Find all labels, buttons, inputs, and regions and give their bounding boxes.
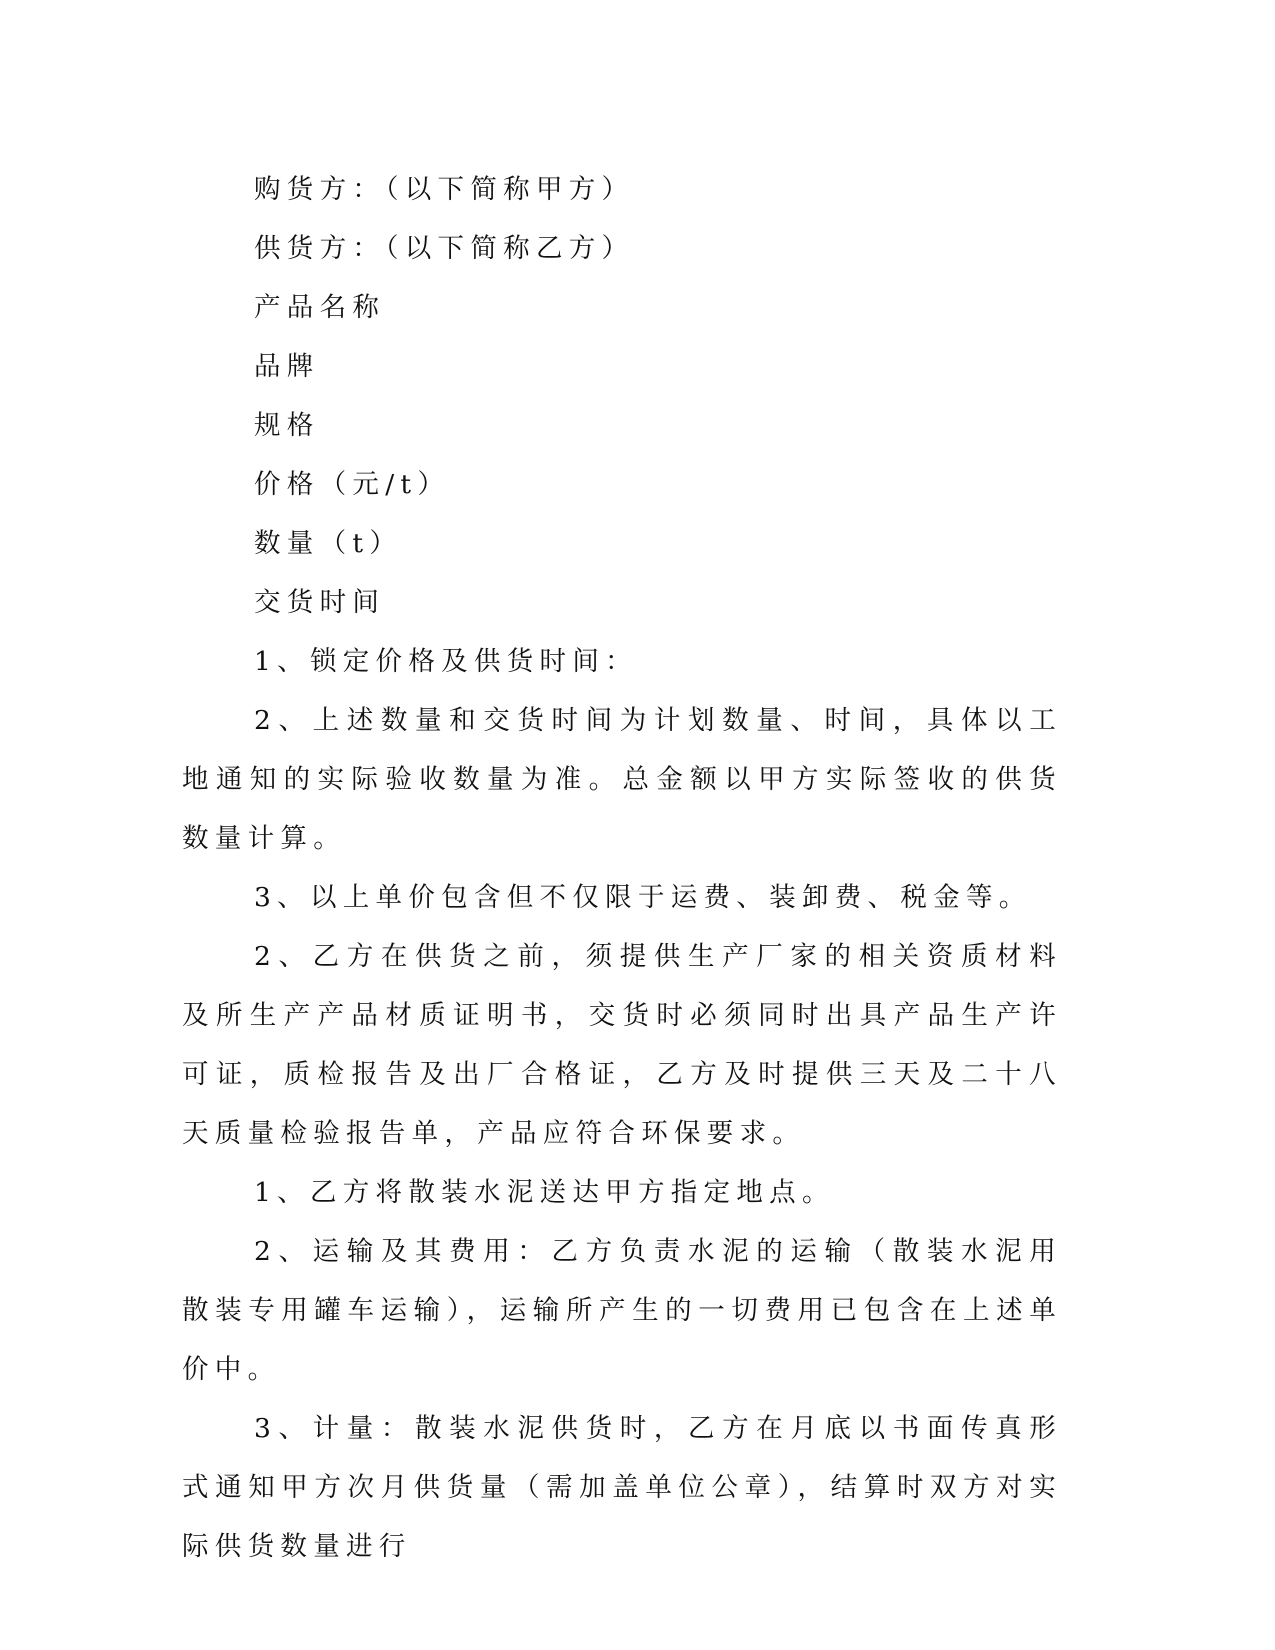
price-line: 价格（元/t） bbox=[254, 469, 451, 500]
clause-unit-price: 3、以上单价包含但不仅限于运费、装卸费、税金等。 bbox=[254, 882, 1032, 913]
clause-lock-price: 1、锁定价格及供货时间： bbox=[254, 646, 638, 677]
product-name-line: 产品名称 bbox=[254, 292, 386, 323]
document-body bbox=[182, 160, 1062, 1576]
supplier-line: 供货方：（以下简称乙方） bbox=[254, 233, 635, 264]
purchaser-line: 购货方：（以下简称甲方） bbox=[254, 174, 635, 205]
clause-transport: 2、运输及其费用：乙方负责水泥的运输（散装水泥用散装专用罐车运输），运输所产生的一切费用已包含在上述单价中。 bbox=[182, 1236, 1062, 1385]
clause-delivery-location: 1、乙方将散装水泥送达甲方指定地点。 bbox=[254, 1177, 835, 1208]
clause-quality-docs: 2、乙方在供货之前，须提供生产厂家的相关资质材料及所生产产品材质证明书，交货时必须同时出具产品生产许可证，质检报告及出厂合格证，乙方及时提供三天及二十八天质量检验报告单，产品应符合环保要求。 bbox=[182, 941, 1062, 1149]
delivery-time-line: 交货时间 bbox=[254, 587, 386, 618]
clause-measurement: 3、计量：散装水泥供货时，乙方在月底以书面传真形式通知甲方次月供货量（需加盖单位公章），结算时双方对实际供货数量进行 bbox=[182, 1413, 1062, 1562]
quantity-line: 数量（t） bbox=[254, 528, 403, 559]
brand-line: 品牌 bbox=[254, 351, 320, 382]
specification-line: 规格 bbox=[254, 410, 320, 441]
clause-plan-quantity: 2、上述数量和交货时间为计划数量、时间，具体以工地通知的实际验收数量为准。总金额以甲方实际签收的供货数量计算。 bbox=[182, 705, 1062, 854]
